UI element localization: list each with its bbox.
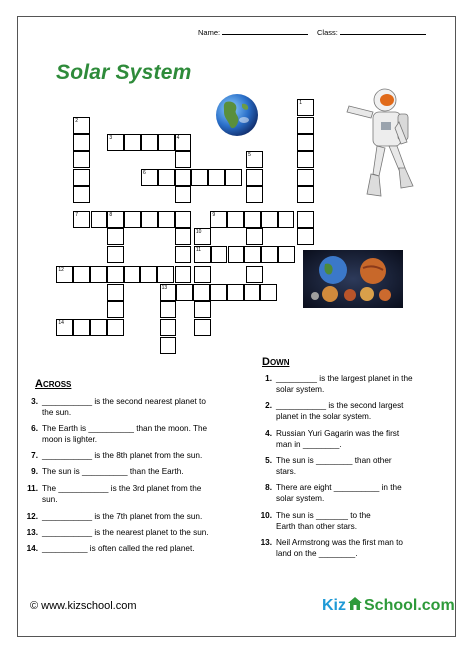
- down-heading: Down: [262, 356, 290, 368]
- clue-number: 13.: [26, 528, 38, 537]
- clue-number: 3.: [31, 397, 38, 406]
- crossword-cell[interactable]: [73, 266, 90, 283]
- crossword-cell[interactable]: [297, 99, 314, 116]
- crossword-cell[interactable]: [297, 186, 314, 203]
- crossword-cell[interactable]: [297, 134, 314, 151]
- clue-down-10: [258, 511, 443, 533]
- crossword-cell[interactable]: [244, 246, 261, 263]
- clue-number: 3: [109, 134, 113, 141]
- clue-text: The ___________ is the 3rd planet from the sun.: [42, 484, 202, 504]
- crossword-cell[interactable]: [260, 284, 277, 301]
- clue-number: 7.: [31, 451, 38, 460]
- clue-number: 2.: [265, 401, 272, 410]
- clue-number: 13: [161, 284, 168, 291]
- crossword-cell[interactable]: [175, 246, 192, 263]
- crossword-cell[interactable]: [261, 211, 278, 228]
- crossword-cell[interactable]: [297, 211, 314, 228]
- clue-down-13: [258, 538, 443, 560]
- crossword-cell[interactable]: [107, 319, 124, 336]
- crossword-cell[interactable]: [228, 246, 245, 263]
- crossword-cell[interactable]: [194, 266, 211, 283]
- crossword-cell[interactable]: [278, 211, 295, 228]
- crossword-cell[interactable]: [246, 266, 263, 283]
- clue-number: 14: [58, 319, 64, 326]
- crossword-cell[interactable]: [246, 228, 263, 245]
- crossword-cell[interactable]: [107, 134, 124, 151]
- clue-number: 14.: [26, 544, 38, 553]
- crossword-cell[interactable]: [157, 266, 174, 283]
- name-line[interactable]: [222, 27, 308, 35]
- crossword-cell[interactable]: [73, 169, 90, 186]
- clue-text: The sun is __________ than the Earth.: [42, 467, 184, 476]
- clue-text: ___________ is the nearest planet to the sun.: [42, 528, 209, 537]
- crossword-cell[interactable]: [297, 228, 314, 245]
- crossword-cell[interactable]: [160, 284, 177, 301]
- clue-number: 7: [75, 211, 78, 218]
- crossword-cell[interactable]: [194, 246, 211, 263]
- crossword-cell[interactable]: [90, 266, 107, 283]
- crossword-cell[interactable]: [158, 211, 175, 228]
- clue-text: Neil Armstrong was the first man to land on the ________.: [276, 538, 403, 558]
- clue-number: 12.: [26, 512, 38, 521]
- crossword-cell[interactable]: [73, 211, 90, 228]
- crossword-cell[interactable]: [193, 284, 210, 301]
- crossword-cell[interactable]: [73, 117, 90, 134]
- clue-text: The Earth is __________ than the moon. The moon is lighter.: [42, 424, 208, 444]
- clue-number: 1: [299, 100, 302, 107]
- crossword-cell[interactable]: [140, 266, 157, 283]
- logo-text-kiz: Kiz: [322, 597, 346, 614]
- clue-text: _________ is the largest planet in the solar system.: [276, 374, 413, 394]
- crossword-cell[interactable]: [246, 151, 263, 168]
- crossword-cell[interactable]: [124, 266, 141, 283]
- clue-across-13: [24, 528, 254, 539]
- planets-image: [303, 250, 403, 308]
- crossword-cell[interactable]: [107, 266, 124, 283]
- crossword-cell[interactable]: [175, 186, 192, 203]
- copyright-text: © www.kizschool.com: [30, 600, 137, 612]
- crossword-cell[interactable]: [107, 301, 124, 318]
- crossword-cell[interactable]: [160, 319, 177, 336]
- clue-number: 8.: [265, 483, 272, 492]
- clue-across-14: [24, 544, 254, 555]
- clue-number: 4.: [265, 429, 272, 438]
- clue-down-2: [258, 401, 443, 423]
- crossword-cell[interactable]: [90, 319, 107, 336]
- crossword-cell[interactable]: [56, 319, 73, 336]
- clue-down-1: [258, 374, 443, 396]
- clue-text: ___________ is the 8th planet from the sun.: [42, 451, 203, 460]
- crossword-cell[interactable]: [244, 211, 261, 228]
- crossword-cell[interactable]: [194, 301, 211, 318]
- crossword-cell[interactable]: [160, 337, 177, 354]
- crossword-cell[interactable]: [175, 169, 192, 186]
- across-heading: Across: [35, 378, 72, 390]
- clue-text: __________ is often called the red planet.: [42, 544, 195, 553]
- crossword-cell[interactable]: [73, 186, 90, 203]
- clue-text: ___________ is the second largest planet in the solar system.: [276, 401, 404, 421]
- clue-number: 6.: [31, 424, 38, 433]
- clue-number: 10: [195, 229, 202, 236]
- crossword-cell[interactable]: [297, 151, 314, 168]
- crossword-cell[interactable]: [107, 211, 124, 228]
- crossword-cell[interactable]: [175, 151, 192, 168]
- crossword-cell[interactable]: [107, 246, 124, 263]
- clue-number: 2: [75, 117, 78, 124]
- crossword-cell[interactable]: [158, 134, 175, 151]
- clue-text: The sun is ________ than other stars.: [276, 456, 392, 476]
- clue-number: 8: [109, 211, 113, 218]
- crossword-cell[interactable]: [210, 211, 227, 228]
- crossword-cell[interactable]: [227, 284, 244, 301]
- name-label: Name:: [198, 28, 221, 37]
- clue-text: The sun is _______ to the Earth than other stars.: [276, 511, 371, 531]
- clue-text: Russian Yuri Gagarin was the first man in ________.: [276, 429, 400, 449]
- clue-across-6: [24, 424, 254, 446]
- crossword-cell[interactable]: [194, 228, 211, 245]
- crossword-cell[interactable]: [175, 134, 192, 151]
- clue-across-12: [24, 512, 254, 523]
- clue-number: 11: [195, 246, 202, 253]
- class-label: Class:: [317, 28, 338, 37]
- crossword-cell[interactable]: [141, 211, 158, 228]
- crossword-cell[interactable]: [175, 211, 192, 228]
- crossword-cell[interactable]: [91, 211, 108, 228]
- clue-text: ___________ is the 7th planet from the sun.: [42, 512, 203, 521]
- page-title: Solar System: [56, 61, 192, 84]
- crossword-cell[interactable]: [73, 134, 90, 151]
- crossword-cell[interactable]: [211, 246, 228, 263]
- crossword-cell[interactable]: [278, 246, 295, 263]
- crossword-cell[interactable]: [124, 134, 141, 151]
- crossword-cell[interactable]: [175, 228, 192, 245]
- clue-number: 5.: [265, 456, 272, 465]
- kizschool-logo: [322, 596, 455, 615]
- crossword-cell[interactable]: [194, 319, 211, 336]
- crossword-cell[interactable]: [246, 186, 263, 203]
- crossword-cell[interactable]: [160, 301, 177, 318]
- clue-number: 12: [58, 267, 64, 274]
- clue-down-4: [258, 429, 443, 451]
- crossword-cell[interactable]: [176, 284, 193, 301]
- clue-number: 4: [176, 134, 180, 141]
- clue-number: 9: [212, 211, 216, 218]
- clue-number: 9.: [31, 467, 38, 476]
- crossword-cell[interactable]: [246, 169, 263, 186]
- clue-down-8: [258, 483, 443, 505]
- class-line[interactable]: [340, 27, 426, 35]
- crossword-cell[interactable]: [107, 284, 124, 301]
- clue-text: There are eight __________ in the solar system.: [276, 483, 402, 503]
- crossword-cell[interactable]: [227, 211, 244, 228]
- crossword-cell[interactable]: [175, 266, 192, 283]
- name-field: [198, 27, 308, 37]
- clue-number: 13.: [260, 538, 272, 547]
- clue-text: ___________ is the second nearest planet to the sun.: [42, 397, 206, 417]
- clue-across-3: [24, 397, 254, 419]
- clue-number: 11.: [27, 484, 38, 493]
- clue-number: 5: [248, 152, 251, 159]
- crossword-cell[interactable]: [210, 284, 227, 301]
- clue-number: 1.: [265, 374, 272, 383]
- crossword-cell[interactable]: [191, 169, 208, 186]
- crossword-cell[interactable]: [73, 151, 90, 168]
- crossword-cell[interactable]: [73, 319, 90, 336]
- house-icon: [347, 596, 363, 611]
- crossword-cell[interactable]: [244, 284, 261, 301]
- crossword-cell[interactable]: [225, 169, 242, 186]
- crossword-cell[interactable]: [124, 211, 141, 228]
- globe-image: [214, 92, 260, 138]
- astronaut-image: [343, 82, 423, 202]
- clue-number: 6: [143, 169, 146, 176]
- clue-number: 10.: [260, 511, 272, 520]
- crossword-cell[interactable]: [56, 266, 73, 283]
- class-field: [317, 27, 426, 37]
- crossword-cell[interactable]: [107, 228, 124, 245]
- clue-down-5: [258, 456, 443, 478]
- crossword-cell[interactable]: [141, 169, 158, 186]
- crossword-cell[interactable]: [261, 246, 278, 263]
- crossword-cell[interactable]: [141, 134, 158, 151]
- crossword-cell[interactable]: [297, 117, 314, 134]
- clue-across-11: [24, 484, 254, 506]
- clue-across-9: [24, 467, 254, 478]
- clue-across-7: [24, 451, 254, 462]
- crossword-cell[interactable]: [208, 169, 225, 186]
- logo-text-school: School.com: [364, 597, 455, 614]
- crossword-cell[interactable]: [158, 169, 175, 186]
- crossword-cell[interactable]: [297, 169, 314, 186]
